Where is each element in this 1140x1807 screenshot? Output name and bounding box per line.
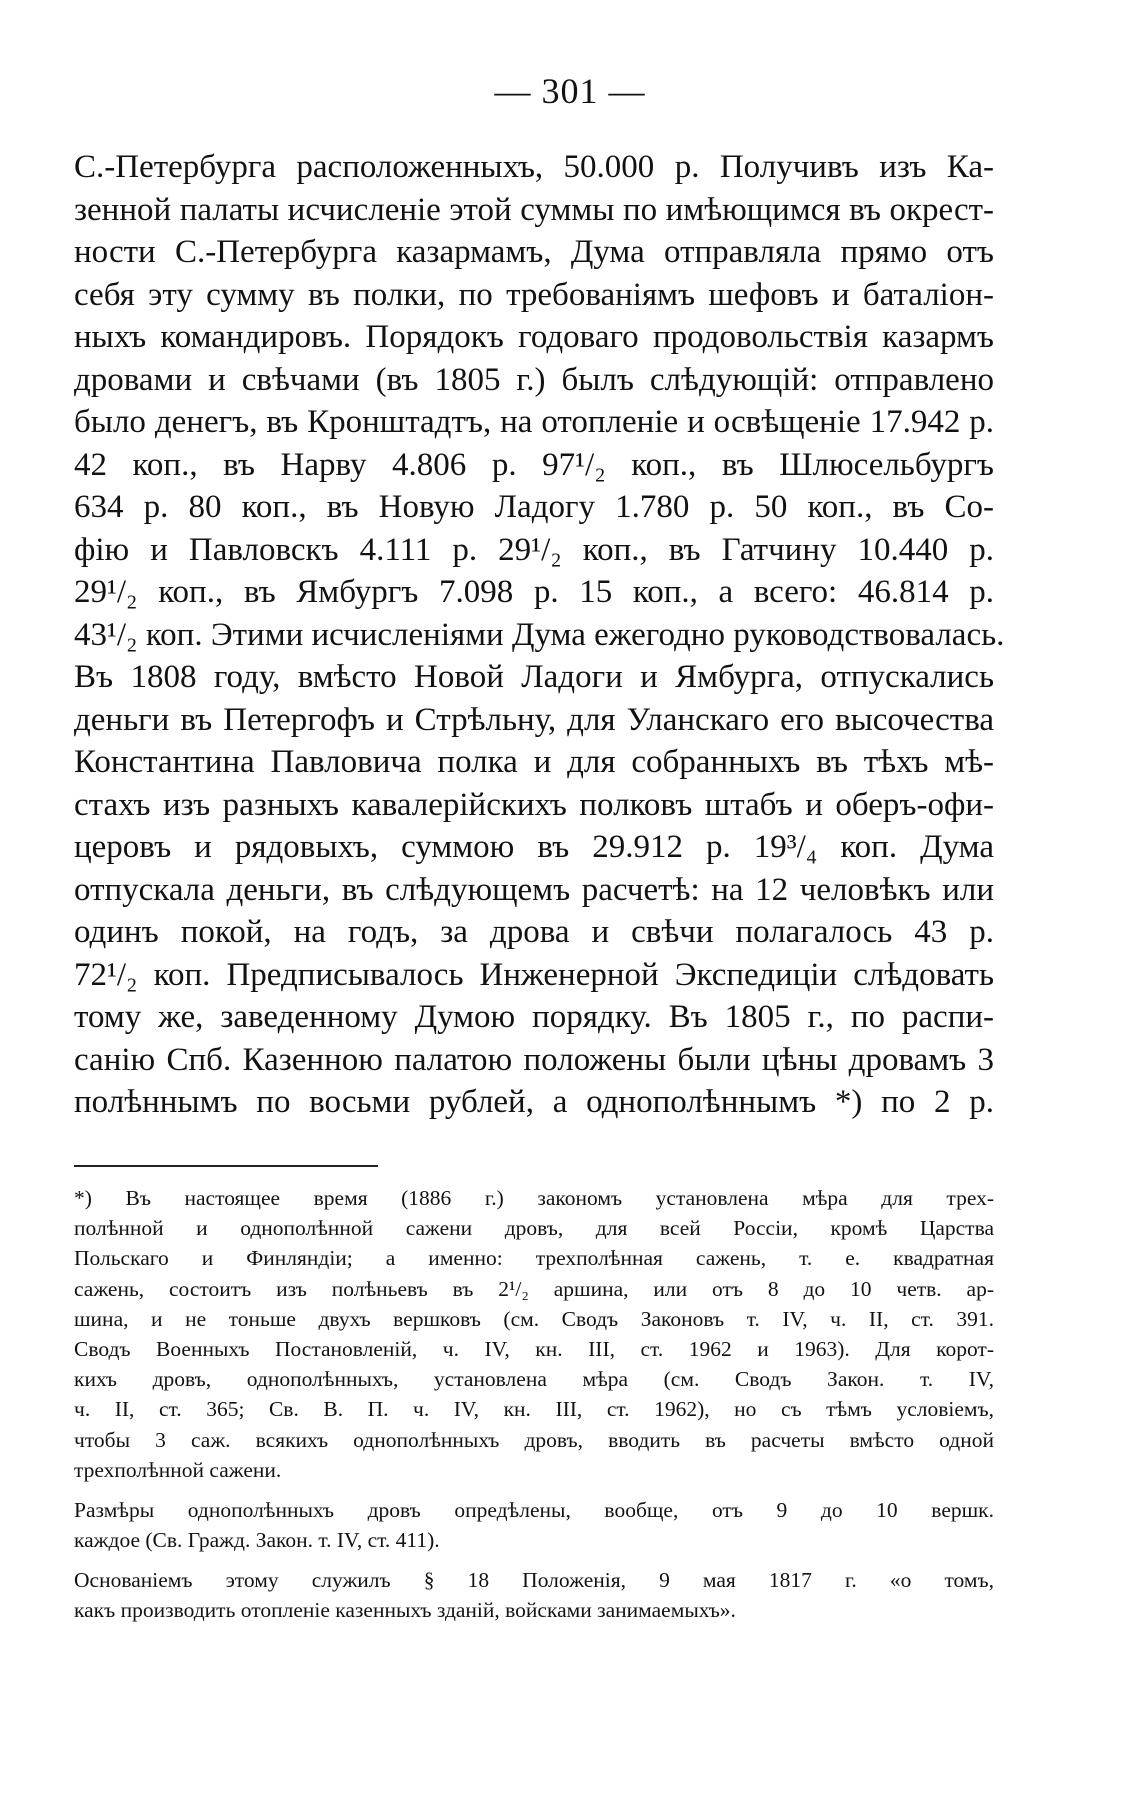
text-line: 634 р. 80 коп., въ Новую Ладогу 1.780 р. 50 коп., въ Со- xyxy=(74,489,994,525)
text-line: дровами и свѣчами (въ 1805 г.) былъ слѣдующій: отправлено xyxy=(74,361,994,398)
footnote-line: *) Въ настоящее время (1886 г.) закономъ установлена мѣра для трех- xyxy=(74,1186,994,1210)
text-line: 29¹/₂ коп., въ Ямбургъ 7.098 р. 15 коп., а всего: 46.814 р. xyxy=(74,574,994,610)
footnote-line: трехполѣнной сажени. xyxy=(74,1457,282,1482)
footnote-line: кихъ дровъ, однополѣнныхъ, установлена мѣра (см. Сводъ Закон. т. IV, xyxy=(74,1367,994,1392)
footnote xyxy=(74,1183,994,1626)
text-line: стахъ изъ разныхъ кавалерійскихъ полковъ штабъ и оберъ-офи- xyxy=(74,786,994,823)
footnote-line: шина, и не тоньше двухъ вершковъ (см. Сводъ Законовъ т. IV, ч. II, ст. 391. xyxy=(74,1306,994,1331)
footnote-line: какъ производить отопленіе казенныхъ зданій, войсками занимаемыхъ». xyxy=(74,1598,736,1623)
footnote-line: полѣнной и однополѣнной сажени дровъ, для всей Россіи, кромѣ Царства xyxy=(74,1216,994,1241)
paragraph-gap xyxy=(74,1485,994,1495)
text-line: зенной палаты исчисленіе этой суммы по имѣющимся въ окрест- xyxy=(74,191,994,228)
text-line: фію и Павловскъ 4.111 р. 29¹/₂ коп., въ Гатчину 10.440 р. xyxy=(74,531,994,568)
text-line: тому же, заведенному Думою порядку. Въ 1805 г., по распи- xyxy=(74,999,994,1035)
text-line: ности С.-Петербурга казармамъ, Дума отправляла прямо отъ xyxy=(74,234,994,270)
footnote-line: Размѣры однополѣнныхъ дровъ опредѣлены, вообще, отъ 9 до 10 вершк. xyxy=(74,1497,994,1522)
footnote-line: каждое (Св. Гражд. Закон. т. IV, ст. 411). xyxy=(74,1528,440,1553)
text-line: было денегъ, въ Кронштадтъ, на отопленіе и освѣщеніе 17.942 р. xyxy=(74,404,994,440)
text-line: ныхъ командировъ. Порядокъ годоваго продовольствія казармъ xyxy=(74,319,994,355)
text-line: деньги въ Петергофъ и Стрѣльну, для Уланскаго его высочества xyxy=(74,701,994,738)
text-line: Константина Павловича полка и для собранныхъ въ тѣхъ мѣ- xyxy=(74,744,994,780)
footnote-line: чтобы 3 саж. всякихъ однополѣнныхъ дровъ, вводить въ расчеты вмѣсто одной xyxy=(74,1427,994,1452)
footnote-line: ч. II, ст. 365; Св. В. П. ч. IV, кн. III, ст. 1962), но съ тѣмъ условіемъ, xyxy=(74,1397,994,1422)
text-line: санію Спб. Казенною палатою положены были цѣны дровамъ 3 xyxy=(74,1041,994,1078)
page-number: — 301 — xyxy=(494,71,646,111)
text-line: церовъ и рядовыхъ, суммою въ 29.912 р. 19³/₄ коп. Дума xyxy=(74,829,994,865)
footnote-line: Польскаго и Финляндіи; а именно: трехполѣнная сажень, т. е. квадратная xyxy=(74,1246,994,1271)
text-line: себя эту сумму въ полки, по требованіямъ шефовъ и баталіон- xyxy=(74,276,994,313)
footnote-line: Основаніемъ этому служилъ § 18 Положенія, 9 мая 1817 г. «о томъ, xyxy=(74,1568,994,1593)
text-line: Въ 1808 году, вмѣсто Новой Ладоги и Ямбурга, отпускались xyxy=(74,659,994,695)
paragraph-gap xyxy=(74,1555,994,1565)
text-line: С.-Петербурга расположенныхъ, 50.000 р. Получивъ изъ Ка- xyxy=(74,149,994,185)
main-text xyxy=(74,146,1005,1124)
footnote-line: Сводъ Военныхъ Постановленій, ч. IV, кн. III, ст. 1962 и 1963). Для корот- xyxy=(74,1336,994,1361)
footnote-line: сажень, состоитъ изъ полѣньевъ въ 2¹/₂ аршина, или отъ 8 до 10 четв. ар- xyxy=(74,1276,994,1301)
footnote-divider xyxy=(74,1165,378,1167)
text-line: одинъ покой, на годъ, за дрова и свѣчи полагалось 43 р. xyxy=(74,914,994,950)
text-line: 43¹/₂ коп. Этими исчисленіями Дума ежегодно руководствовалась. xyxy=(74,616,1005,653)
text-line: полѣннымъ по восьми рублей, а однополѣннымъ *) по 2 р. xyxy=(74,1084,994,1120)
text-line: отпускала деньги, въ слѣдующемъ расчетѣ: на 12 человѣкъ или xyxy=(74,871,994,908)
text-line: 72¹/₂ коп. Предписывалось Инженерной Экспедиціи слѣдовать xyxy=(74,956,994,993)
text-line: 42 коп., въ Нарву 4.806 р. 97¹/₂ коп., въ Шлюсельбургъ xyxy=(74,446,994,483)
